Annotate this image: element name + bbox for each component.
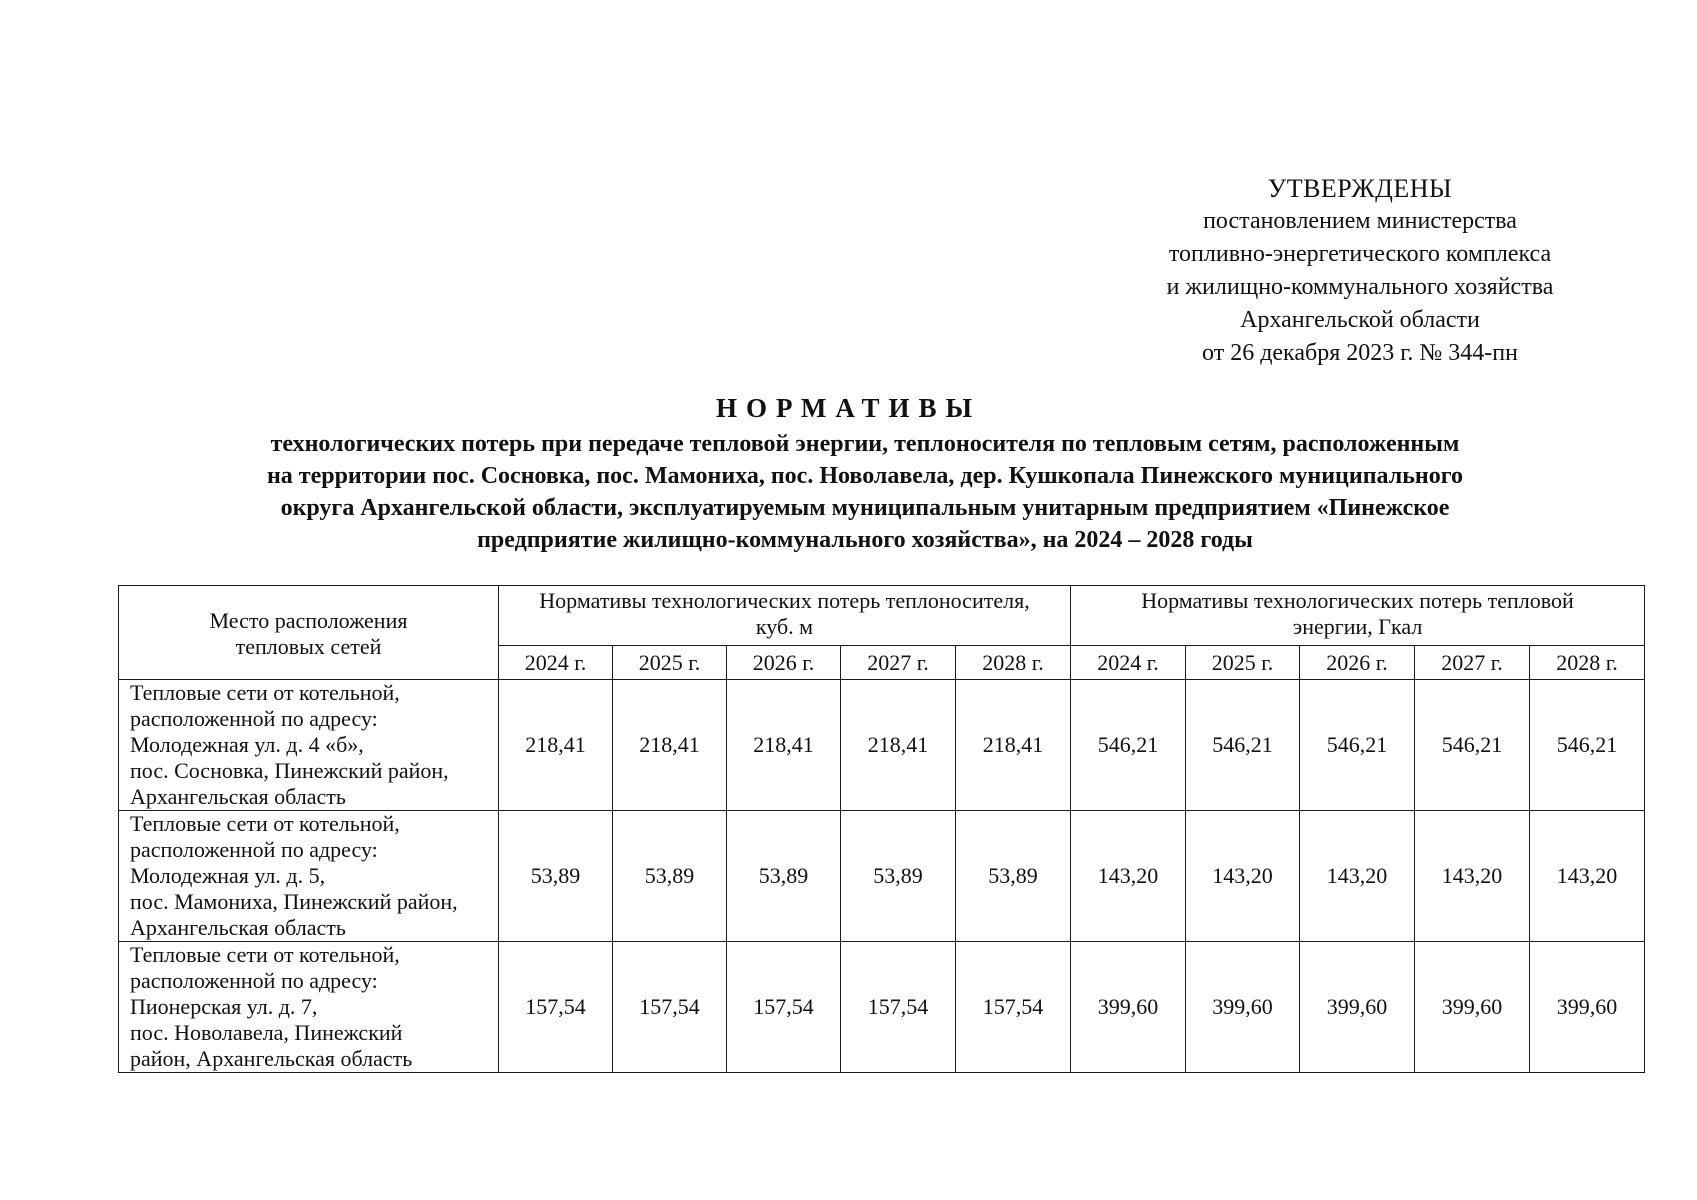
place-cell: Тепловые сети от котельной, расположенной по адресу: Молодежная ул. д. 4 «б», пос. Сосновка, Пинежский район, Архангельская область (119, 680, 499, 811)
coolant-value-cell: 53,89 (956, 811, 1071, 942)
heat-value-cell: 399,60 (1530, 942, 1645, 1073)
heat-value-cell: 399,60 (1186, 942, 1300, 1073)
document-title: НОРМАТИВЫ (715, 393, 982, 423)
year-header: 2028 г. (956, 646, 1071, 680)
heat-value-cell: 546,21 (1071, 680, 1186, 811)
approval-line: топливно-энергетического комплекса (1168, 241, 1552, 267)
place-cell: Тепловые сети от котельной, расположенной по адресу: Молодежная ул. д. 5, пос. Мамониха, Пинежский район, Архангельская область (119, 811, 499, 942)
document-subtitle (140, 428, 1590, 556)
heat-value-cell: 143,20 (1071, 811, 1186, 942)
subtitle-line: предприятие жилищно-коммунального хозяйства», на 2024 – 2028 годы (477, 527, 1253, 553)
table-row (119, 942, 1645, 1073)
coolant-value-cell: 53,89 (727, 811, 841, 942)
place-cell: Тепловые сети от котельной, расположенной по адресу: Пионерская ул. д. 7, пос. Новолавела, Пинежский район, Архангельская область (119, 942, 499, 1073)
coolant-value-cell: 218,41 (841, 680, 956, 811)
approval-line: постановлением министерства (1203, 208, 1517, 234)
year-header: 2028 г. (1530, 646, 1645, 680)
norms-table (118, 585, 1645, 1073)
heat-value-cell: 143,20 (1530, 811, 1645, 942)
year-header: 2024 г. (499, 646, 613, 680)
year-header: 2026 г. (727, 646, 841, 680)
heat-value-cell: 143,20 (1186, 811, 1300, 942)
coolant-value-cell: 53,89 (841, 811, 956, 942)
heat-value-cell: 546,21 (1530, 680, 1645, 811)
year-header: 2027 г. (841, 646, 956, 680)
approval-stamp (1120, 172, 1600, 370)
subtitle-line: округа Архангельской области, эксплуатируемым муниципальным унитарным предприятием «Пинежское (280, 495, 1450, 521)
coolant-value-cell: 157,54 (727, 942, 841, 1073)
heat-value-cell: 399,60 (1071, 942, 1186, 1073)
heat-value-cell: 546,21 (1186, 680, 1300, 811)
year-header: 2026 г. (1300, 646, 1415, 680)
heat-value-cell: 546,21 (1300, 680, 1415, 811)
coolant-value-cell: 218,41 (727, 680, 841, 811)
heat-group-header: Нормативы технологических потерь тепловой энергии, Гкал (1071, 586, 1645, 646)
year-header: 2025 г. (613, 646, 727, 680)
table-row (119, 680, 1645, 811)
heat-value-cell: 399,60 (1415, 942, 1530, 1073)
coolant-value-cell: 157,54 (613, 942, 727, 1073)
coolant-value-cell: 157,54 (499, 942, 613, 1073)
approval-line: и жилищно-коммунального хозяйства (1166, 274, 1554, 300)
coolant-value-cell: 53,89 (499, 811, 613, 942)
coolant-value-cell: 157,54 (956, 942, 1071, 1073)
approval-heading: УТВЕРЖДЕНЫ (1267, 174, 1453, 203)
coolant-value-cell: 157,54 (841, 942, 956, 1073)
year-header: 2025 г. (1186, 646, 1300, 680)
year-header: 2024 г. (1071, 646, 1186, 680)
coolant-group-header: Нормативы технологических потерь теплоносителя, куб. м (499, 586, 1071, 646)
subtitle-line: технологических потерь при передаче тепловой энергии, теплоносителя по тепловым сетям, расположенным (270, 431, 1460, 457)
coolant-value-cell: 218,41 (956, 680, 1071, 811)
coolant-value-cell: 218,41 (613, 680, 727, 811)
subtitle-line: на территории пос. Сосновка, пос. Мамониха, пос. Новолавела, дер. Кушкопала Пинежского муниципального (266, 463, 1464, 489)
year-header: 2027 г. (1415, 646, 1530, 680)
heat-value-cell: 143,20 (1300, 811, 1415, 942)
table-row (119, 811, 1645, 942)
coolant-value-cell: 53,89 (613, 811, 727, 942)
coolant-value-cell: 218,41 (499, 680, 613, 811)
approval-date-number: от 26 декабря 2023 г. № 344-пн (1202, 340, 1518, 366)
heat-value-cell: 399,60 (1300, 942, 1415, 1073)
heat-value-cell: 143,20 (1415, 811, 1530, 942)
place-column-header: Место расположения тепловых сетей (119, 586, 499, 680)
approval-line: Архангельской области (1240, 307, 1480, 333)
heat-value-cell: 546,21 (1415, 680, 1530, 811)
